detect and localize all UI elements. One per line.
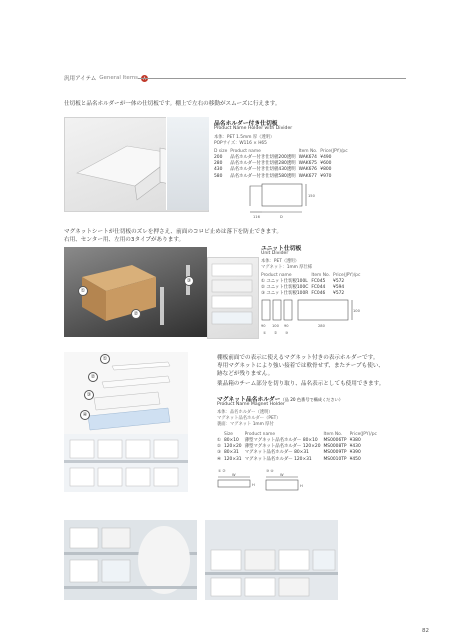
shelf-boxes-illustration — [208, 258, 258, 338]
section3-title-en: Product Name Magnet Holder — [217, 402, 285, 407]
cell: WAK676 — [298, 167, 317, 173]
cell: 280 — [214, 161, 223, 167]
col-header: Product name — [230, 149, 261, 154]
callout-2: ② — [88, 372, 98, 382]
section2-lead1: マグネットシートが仕切板のズレを押さえ、前面のコロビ止めは落下を防止できます。 — [64, 229, 282, 235]
pharmacy-shelf-illustration — [64, 520, 197, 600]
dim-label: 100 — [272, 324, 279, 328]
usage-photo-left — [64, 520, 197, 600]
magnet-holder-illustration — [64, 352, 188, 434]
dim-label: 280 — [318, 324, 325, 328]
cell: 品名ホルダー付き仕切板200透明 — [230, 155, 296, 160]
col-header: Item No. — [311, 273, 331, 278]
cell: ¥390 — [349, 450, 361, 456]
shelf-photo-magnet-holder — [64, 434, 188, 492]
section3-lead3: 跡などが残りません。 — [217, 371, 274, 377]
section1-spec1: 本体：PET 1.5mm 厚（透明） — [214, 135, 275, 140]
section2-table — [261, 273, 363, 298]
col-header: Product name — [244, 432, 276, 437]
col-header: Product name — [261, 273, 292, 278]
cell: 430 — [214, 167, 223, 173]
cell: 80×10 — [223, 438, 239, 443]
section3-spec3: 裏面：マグネット 1mm 厚付 — [217, 422, 274, 427]
section3-title-note: （品 20 色番号で構成ください） — [280, 397, 343, 402]
cell: ¥600 — [320, 161, 332, 167]
col-header: Price(JPY)/pc — [333, 273, 361, 278]
cell: 120×20 — [223, 444, 242, 450]
section3-table — [217, 432, 380, 463]
dim-label: W — [280, 473, 284, 477]
section2-dimension-diagram — [258, 296, 358, 340]
col-header: Price(JPY)/pc — [320, 149, 348, 154]
callout-1: ① — [78, 286, 88, 296]
cell: ③ ユニット仕切板100R — [261, 291, 309, 297]
callout-3: ③ — [184, 276, 194, 286]
cell: ¥572 — [333, 291, 345, 297]
cell: 120×31 — [223, 456, 242, 462]
callout-1: ① — [100, 354, 110, 364]
header-rule — [138, 78, 406, 79]
dim-label: 90 — [261, 324, 266, 328]
dim-label: 90 — [284, 324, 289, 328]
section1-table — [214, 149, 351, 180]
section3-lead4: 薬品箱のチーム部分を切り取り、品名表示としても使用できます。 — [217, 381, 385, 387]
cell: WAK675 — [298, 161, 317, 167]
cell: ③ — [217, 450, 221, 456]
cell: ¥450 — [349, 456, 361, 462]
section3-dimension-diagram — [214, 466, 314, 498]
cell: MS0006TP — [323, 438, 347, 443]
dim-label: H — [252, 483, 255, 487]
cell: ¥800 — [320, 167, 332, 173]
dim-label: 116 — [253, 215, 260, 219]
callout-2: ② — [131, 309, 141, 319]
cell: 薄型マグネット品名ホルダー 80×10 — [244, 438, 318, 443]
table-row — [214, 174, 351, 180]
cell: ② ユニット仕切板100C — [261, 285, 309, 291]
cell: ① ユニット仕切板100L — [261, 279, 308, 284]
table-row — [214, 167, 351, 173]
dim-label: H — [300, 484, 303, 488]
cell: 200 — [214, 155, 223, 160]
cell: ④ — [217, 456, 221, 462]
section2-spec2: マグネット：1mm 厚仕様 — [261, 265, 313, 270]
header-title: 汎用アイテム — [64, 76, 97, 82]
section1-lead: 仕切板と品名ホルダーが一体の仕切板です。棚上で左右の移動がスムーズに行えます。 — [64, 101, 281, 107]
section2-title-en: Unit Divider — [261, 251, 289, 256]
cell: WAK674 — [298, 155, 317, 160]
dim-marker: ③ — [285, 331, 289, 335]
section3-spec2: マグネット品名ホルダー（PET） — [217, 416, 281, 421]
shelf-dividers-illustration — [205, 520, 338, 600]
dim-label: W — [232, 473, 236, 477]
cell: WAK677 — [298, 173, 317, 179]
cell: ② — [217, 444, 221, 450]
section3-lead1: 棚板前面での表示に使えるマグネット付きの表示ホルダーです。 — [217, 355, 379, 361]
diag-label: ① ② — [218, 469, 226, 473]
col-header: Price(JPY)/pc — [349, 432, 377, 437]
cell: FC045 — [311, 279, 326, 284]
section3-lead2: 専用マグネットにより強い接着では軟骨せず、またテープも使い、 — [217, 363, 385, 369]
cell: ¥594 — [333, 285, 345, 291]
col-header: D size — [214, 149, 228, 154]
cell: FC046 — [311, 291, 326, 297]
cell: MS0009TP — [323, 450, 347, 456]
callout-4: ④ — [80, 410, 90, 420]
diag-label: ③ ④ — [266, 469, 274, 473]
section3-spec1: 本体：品名ホルダー（透明） — [217, 410, 273, 415]
cell: マグネット品名ホルダー 120×31 — [244, 456, 312, 462]
header-subtitle: General Items — [99, 75, 139, 81]
table-row — [217, 457, 380, 463]
cell: MS0008TP — [323, 444, 347, 450]
section2-title: ユニット仕切板 — [261, 246, 302, 252]
shelf-photo-divider — [166, 117, 209, 210]
cell: ¥490 — [320, 155, 332, 160]
col-header: Item No. — [323, 432, 343, 437]
dim-label: 100 — [353, 309, 360, 313]
section3-title-text: マグネット品名ホルダー — [217, 397, 281, 403]
shelf-photo-unit-divider — [207, 257, 259, 339]
cell: 80×31 — [223, 450, 239, 456]
cell: FC044 — [311, 285, 326, 291]
cell: MS0010TP — [323, 456, 347, 462]
section2-lead2: 右用、センター用、左用の3タイプがあります。 — [64, 237, 185, 243]
col-header: Item No. — [298, 149, 318, 154]
dim-label: D — [280, 215, 283, 219]
cell: ¥430 — [349, 444, 361, 450]
cell: マグネット品名ホルダー 80×31 — [244, 450, 309, 456]
dim-marker: ② — [274, 331, 278, 335]
callout-3: ③ — [84, 390, 94, 400]
product-photo-magnet-holder — [64, 352, 188, 434]
cell: ¥380 — [349, 438, 361, 443]
section1-title: 品名ホルダー付き仕切板 — [214, 121, 278, 127]
col-header: Size — [223, 432, 233, 437]
page-number: 82 — [422, 628, 429, 634]
section1-spec2: POPサイズ：W116 × H65 — [214, 141, 267, 146]
section1-dimension-diagram — [244, 180, 314, 220]
section1-title-en: Product Name Holder with Divider — [214, 126, 293, 131]
cell: 品名ホルダー付き仕切板580透明 — [230, 173, 296, 179]
cell: 品名ホルダー付き仕切板280透明 — [230, 161, 296, 167]
dim-marker: ① — [263, 331, 267, 335]
page-header — [64, 74, 148, 82]
section2-spec1: 本体：PET（透明） — [261, 259, 300, 264]
cell: 580 — [214, 173, 223, 179]
cell: 薄型マグネット品名ホルダー 120×20 — [244, 444, 321, 450]
cell: ① — [217, 438, 221, 443]
shelf-magnet-illustration — [64, 434, 188, 492]
dim-label: 150 — [308, 194, 315, 198]
cell: 品名ホルダー付き仕切板430透明 — [230, 167, 296, 173]
cell: ¥572 — [333, 279, 345, 284]
usage-photo-right — [205, 520, 338, 600]
cell: ¥970 — [320, 173, 332, 179]
